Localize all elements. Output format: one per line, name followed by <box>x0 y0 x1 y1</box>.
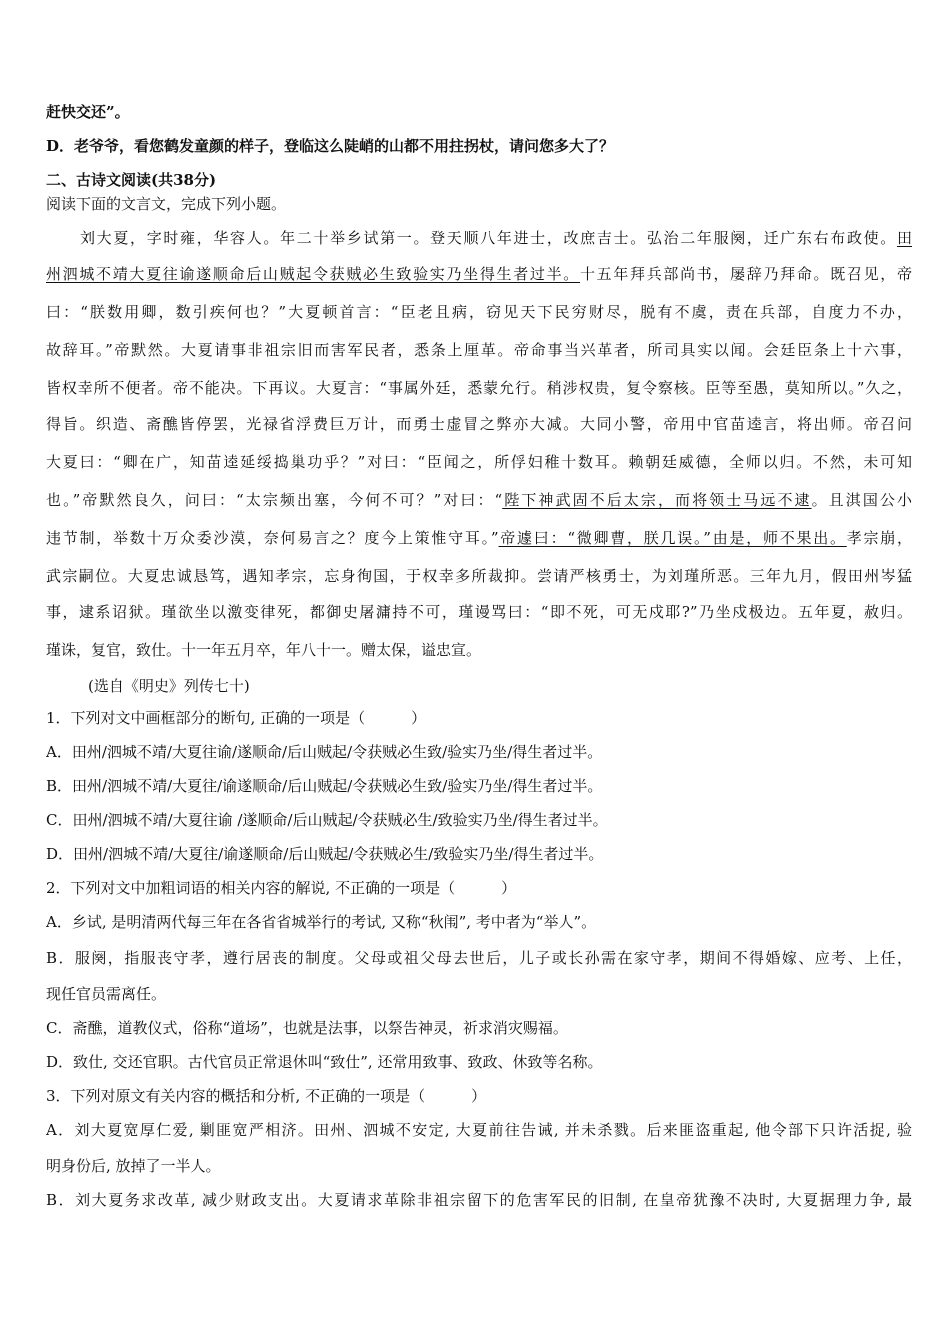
option-a: A．刘大夏宽厚仁爱, 剿匪宽严相济。田州、泗城不安定, 大夏前往告诫, 并未杀戮。后来匪盗重起, 他令部下只许活捉, 验 <box>46 1121 912 1139</box>
passage-line: 故辞耳。”帝默然。大夏请事非祖宗旧而害军民者，悉条上厘革。帝命事当兴革者，所司具实以闻。会廷臣条上十六事， <box>46 341 912 359</box>
option-b: B．服阕，指服丧守孝，遵行居丧的制度。父母或祖父母去世后，儿子或长孙需在家守孝，期间不得婚嫁、应考、上任， <box>46 949 912 967</box>
passage-line: 曰：“朕数用卿，数引疾何也？”大夏顿首言：“臣老且病，窃见天下民穷财尽，脱有不虞，责在兵部，自度力不办， <box>46 303 912 321</box>
question-3 <box>46 1086 912 1106</box>
passage-line: 瑾诛，复官，致仕。十一年五月卒，年八十一。赠太保，谥忠宣。 <box>46 641 482 659</box>
text-line: 赶快交还”。 <box>46 103 130 121</box>
passage-line: 事，逮系诏狱。瑾欲坐以激变律死，都御史屠滽持不可，瑾谩骂曰：“即不死，可无戍耶?”乃坐戍极边。五年夏，赦归。 <box>46 603 912 621</box>
question-paren: ） <box>411 709 427 727</box>
option-b: B．刘大夏务求改革, 减少财政支出。大夏请求革除非祖宗留下的危害军民的旧制, 在皇帝犹豫不决时, 大夏据理力争, 最 <box>46 1191 912 1209</box>
underlined-sentence: 陛下神武固不后太宗，而将领士马远不逮 <box>502 491 812 509</box>
passage-text: 十五年拜兵部尚书，屡辞乃拜命。既召见，帝 <box>579 265 912 283</box>
passage-text: 也。”帝默然良久，问曰：“太宗频出塞，今何不可？”对曰：“ <box>46 491 503 509</box>
passage-line: 大夏曰：“卿在广，知苗逵延绥捣巢功乎？”对曰：“臣闻之，所俘妇稚十数耳。赖朝廷威德，全师以归。不然，未可知 <box>46 453 912 471</box>
passage-line: 武宗嗣位。大夏忠诚恳笃，遇知孝宗，忘身徇国，于权幸多所裁抑。尝请严核勇士，为刘瑾所恶。三年九月，假田州岑猛 <box>46 567 912 585</box>
question-paren: ） <box>471 1087 487 1105</box>
boxed-text: 田 <box>896 229 912 247</box>
question-text: 2．下列对文中加粗词语的相关内容的解说, 不正确的一项是（ <box>46 879 456 897</box>
option-d: D．致仕, 交还官职。古代官员正常退休叫“致仕”, 还常用致事、致政、休致等名称。 <box>46 1053 603 1071</box>
passage-line <box>46 528 912 548</box>
section-title: 二、古诗文阅读(共38分) <box>46 171 217 189</box>
underlined-sentence: 帝遽曰：“微卿曹，朕几误。”由是，师不果出。 <box>498 529 847 547</box>
passage-text: 。且淇国公小 <box>811 491 912 509</box>
option-d-line: D．老爷爷，看您鹤发童颜的样子，登临这么陡峭的山都不用拄拐杖，请问您多大了？ <box>46 137 615 155</box>
question-text: 3．下列对原文有关内容的概括和分析, 不正确的一项是（ <box>46 1087 426 1105</box>
passage-line <box>80 228 912 248</box>
question-text: 1．下列对文中画框部分的断句, 正确的一项是（ <box>46 709 366 727</box>
passage-text: 刘大夏，字时雍，华容人。年二十举乡试第一。登天顺八年进士，改庶吉士。弘治二年服阕，迁广东右布政使。 <box>80 229 897 247</box>
passage-line <box>46 490 912 510</box>
option-c: C．斋醮，道教仪式，俗称“道场”，也就是法事，以祭告神灵，祈求消灾赐福。 <box>46 1019 568 1037</box>
option-c: C．田州/泗城不靖/大夏往谕 /遂顺命/后山贼起/令获贼必生/致验实乃坐/得生者过半。 <box>46 811 608 829</box>
option-b: B．田州/泗城不靖/大夏往/谕遂顺命/后山贼起/令获贼必生致/验实乃坐/得生者过半。 <box>46 777 603 795</box>
boxed-text: 州泗城不靖大夏往谕遂顺命后山贼起令获贼必生致验实乃坐得生者过半。 <box>46 265 580 283</box>
question-paren: ） <box>501 879 517 897</box>
option-d: D．田州/泗城不靖/大夏往/谕遂顺命/后山贼起/令获贼必生/致验实乃坐/得生者过半。 <box>46 845 604 863</box>
source-citation: (选自《明史》列传七十) <box>88 677 250 695</box>
option-a-continued: 明身份后, 放掉了一半人。 <box>46 1157 221 1175</box>
passage-line: 得旨。织造、斋醮皆停罢，光禄省浮费巨万计，而勇士虚冒之弊亦大减。大同小警，帝用中官苗逵言，将出师。帝召问 <box>46 415 912 433</box>
question-1 <box>46 708 912 728</box>
passage-line <box>46 264 912 284</box>
question-2 <box>46 878 912 898</box>
option-a: A．乡试, 是明清两代每三年在各省省城举行的考试, 又称“秋闱”, 考中者为“举人”。 <box>46 913 597 931</box>
passage-line: 皆权幸所不便者。帝不能决。下再议。大夏言：“事属外廷，悉蒙允行。稍涉权贵，复令察核。臣等至愚，莫知所以。”久之， <box>46 379 912 397</box>
instruction-text: 阅读下面的文言文，完成下列小题。 <box>46 195 287 213</box>
option-b-continued: 现任官员需离任。 <box>46 985 167 1003</box>
passage-text: 违节制，举数十万众委沙漠，奈何易言之？度今上策惟守耳。” <box>46 529 499 547</box>
passage-text: 孝宗崩， <box>846 529 912 547</box>
option-a: A．田州/泗城不靖/大夏往谕/遂顺命/后山贼起/令获贼必生致/验实乃坐/得生者过半。 <box>46 743 603 761</box>
